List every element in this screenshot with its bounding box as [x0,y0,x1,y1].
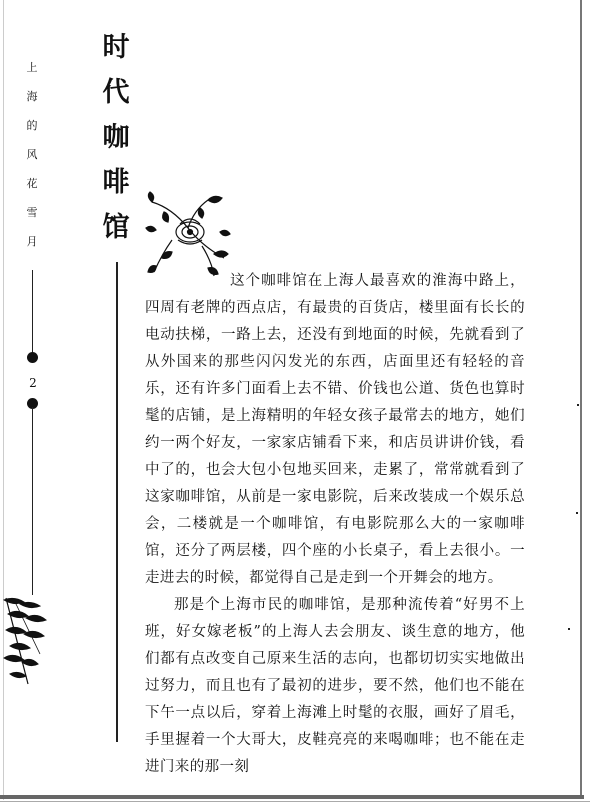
body-paragraph-2: 那是个上海市民的咖啡馆，是那种流传着“好男不上班，好女嫁老板”的上海人去会朋友、谈生意的地方，他们都有点改变自己原来生活的志向，也都切切实实地做出过努力，而且也有了最初的进步，要不然，他们也不能在下午一点以后，穿着上海滩上时髦的衣服，画好了眉毛，手里握着一个大哥大，皮鞋亮亮的来喝咖啡；也不能在走进门来的那一刻 [145,597,525,775]
chapter-title-char: 时 [102,32,130,63]
page-number: 2 [29,376,37,390]
chapter-title-char: 代 [102,77,130,108]
body-paragraph-1: 这个咖啡馆在上海人最喜欢的淮海中路上，四周有老牌的西点店，有最贵的百货店，楼里面有长长的电动扶梯，一路上去，还没有到地面的时候，先就看到了从外国来的那些闪闪发光的东西，店面里还有轻轻的音乐，还有许多门面看上去不错、价钱也公道、货色也算时髦的店铺，是上海精明的年轻女孩子最常去的地方，她们约一两个好友，一家家店铺看下来，和店员讲讲价钱，看中了的，也会大包小包地买回来，走累了，常常就看到了这家咖啡馆，从前是一家电影院，后来改装成一个娱乐总会，二楼就是一个咖啡馆，有电影院那么大的一家咖啡馆，还分了两层楼，四个座的小长桌子，看上去很小。一走进去的时候，都觉得自己是走到一个开舞会的地方。 [145,273,525,586]
book-title-char: 雪 [26,206,38,219]
page-edge-right [580,0,582,795]
book-title-char: 风 [26,148,38,161]
book-title-char: 的 [26,119,38,132]
sidebar-rule-lower [32,407,33,595]
chapter-title-char: 咖 [102,122,130,153]
scan-speck [576,512,578,514]
book-title-char: 上 [26,61,38,74]
chapter-title-char: 啡 [102,167,130,198]
page-edge-bottom-shadow [0,801,590,802]
scan-speck [577,404,579,406]
chapter-title-char: 馆 [102,212,130,243]
book-title-char: 月 [26,235,38,248]
scan-speck [568,628,570,630]
page-edge-bottom [0,795,584,799]
flower-illustration-icon [142,188,234,280]
sidebar-rule-upper [32,270,33,356]
sidebar-dot-upper [27,352,38,363]
chapter-rule [116,262,118,742]
body-text [145,268,525,781]
chapter-title [96,34,136,259]
leaf-ornament-icon [0,594,50,694]
book-title-char: 海 [26,90,38,103]
running-head-book-title [20,62,44,265]
book-title-char: 花 [26,177,38,190]
